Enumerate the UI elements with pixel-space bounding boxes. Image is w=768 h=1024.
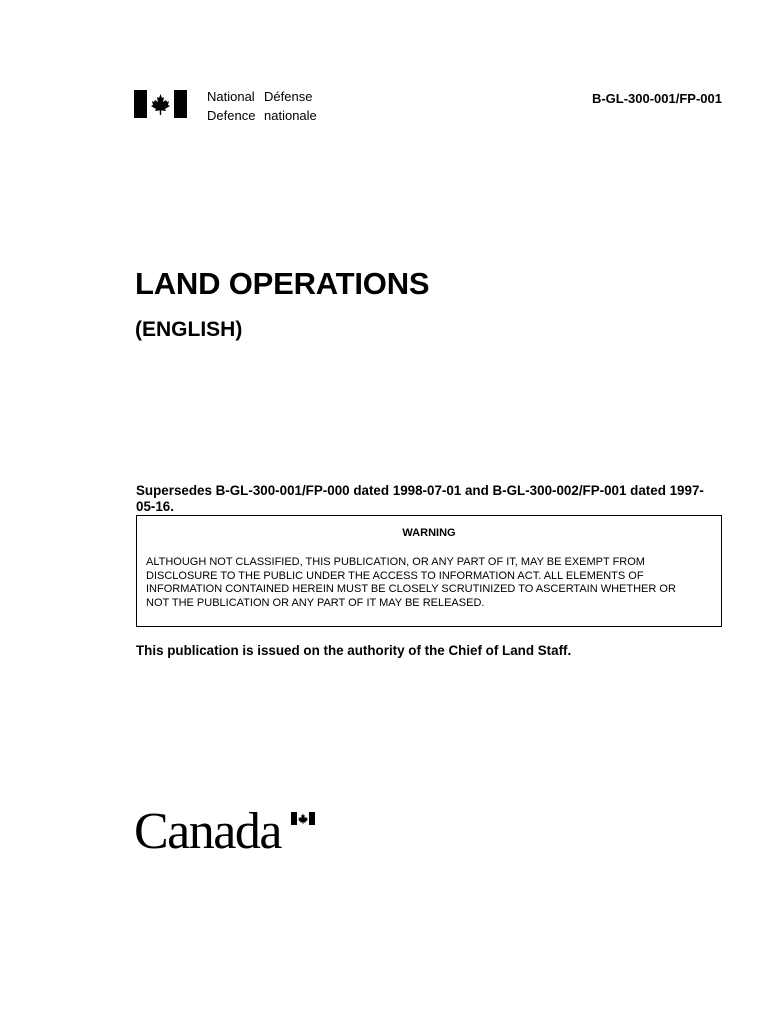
warning-box <box>136 515 722 627</box>
department-name-french <box>264 87 317 125</box>
supersedes-notice: Supersedes B-GL-300-001/FP-000 dated 1998-07-01 and B-GL-300-002/FP-001 dated 1997-05-16. <box>136 483 704 514</box>
canada-flag-icon <box>134 90 187 118</box>
department-line: Defence <box>207 108 256 123</box>
authority-statement: This publication is issued on the authority of the Chief of Land Staff. <box>136 643 572 658</box>
warning-text <box>146 556 707 610</box>
department-line: Défense <box>264 89 313 104</box>
document-subtitle: (ENGLISH) <box>135 318 243 341</box>
department-name-english <box>207 87 255 125</box>
document-title: LAND OPERATIONS <box>135 266 430 301</box>
warning-line: NOT THE PUBLICATION OR ANY PART OF IT MAY BE RELEASED. <box>146 596 485 609</box>
warning-heading: WARNING <box>402 527 456 539</box>
wordmark-text: Canada <box>134 803 281 860</box>
canada-wordmark <box>134 803 324 860</box>
document-number: B-GL-300-001/FP-001 <box>591 91 722 106</box>
canada-wordmark-flag-icon <box>291 812 315 825</box>
warning-line: ALTHOUGH NOT CLASSIFIED, THIS PUBLICATION, OR ANY PART OF IT, MAY BE EXEMPT FROM <box>146 556 645 568</box>
warning-line: INFORMATION CONTAINED HEREIN MUST BE CLOSELY SCRUTINIZED TO ASCERTAIN WHETHER OR <box>146 583 676 595</box>
department-line: National <box>207 89 255 104</box>
warning-line: DISCLOSURE TO THE PUBLIC UNDER THE ACCESS TO INFORMATION ACT. ALL ELEMENTS OF <box>146 569 644 582</box>
department-line: nationale <box>264 108 317 123</box>
